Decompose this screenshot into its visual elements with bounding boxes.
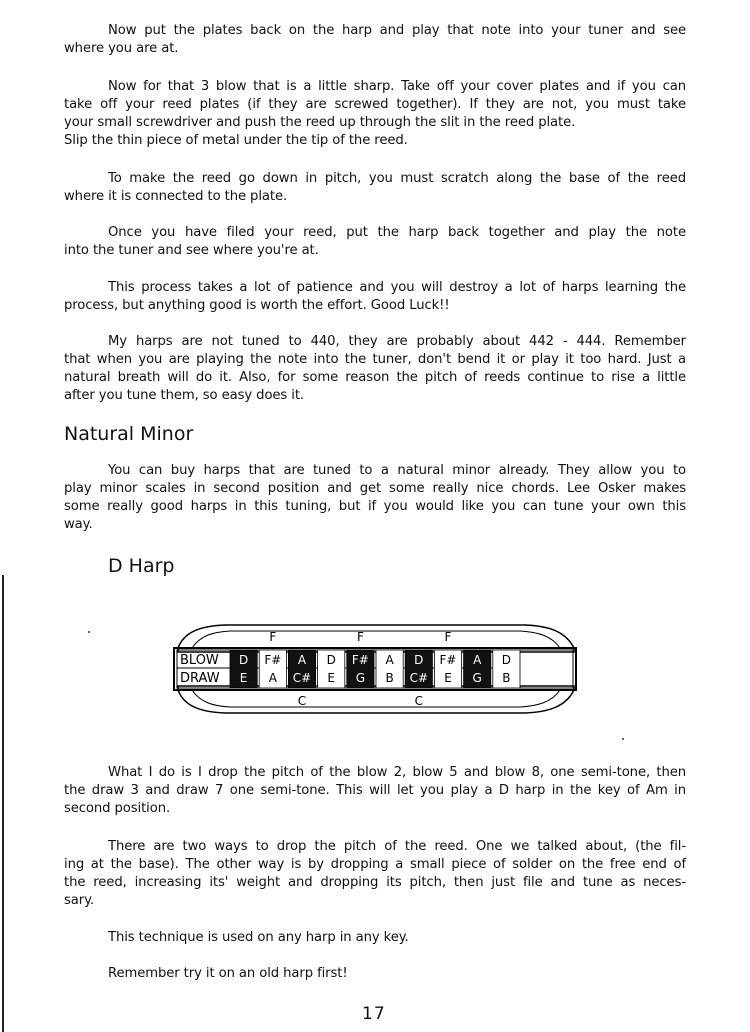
text-line: into the tuner and see where you're at.	[64, 243, 319, 258]
text-line: where you are at.	[64, 41, 179, 56]
text-line: This technique is used on any harp in any key.	[108, 930, 409, 945]
draw-note: E	[444, 671, 452, 685]
paragraph-drop-pitch	[64, 764, 686, 818]
paragraph-any-key	[64, 929, 686, 947]
draw-note: C#	[409, 671, 429, 685]
paragraph-natural-minor	[64, 462, 686, 534]
text-line: What I do is I drop the pitch of the blow 2, blow 5 and blow 8, one semi-tone, then	[108, 765, 686, 780]
paragraph-tuning-440	[64, 333, 686, 405]
blow-note: D	[501, 653, 512, 667]
text-line: To make the reed go down in pitch, you must scratch along the base of the reed	[108, 171, 686, 186]
text-line: My harps are not tuned to 440, they are probably about 442 - 444. Remember	[108, 334, 686, 349]
blow-note: F#	[264, 653, 282, 667]
paragraph-lower-pitch	[64, 170, 686, 206]
retuned-blow-mark: F	[269, 630, 277, 644]
draw-note: G	[355, 671, 366, 685]
text-line: the draw 3 and draw 7 one semi-tone. This will let you play a D harp in the key of Am in	[64, 783, 686, 798]
text-line: Slip the thin piece of metal under the tip of the reed.	[64, 133, 408, 148]
page-number: 17	[362, 1004, 386, 1024]
blow-note: D	[414, 653, 424, 667]
draw-note: E	[327, 671, 335, 685]
paragraph-two-ways	[64, 838, 686, 910]
text-line: ing at the base). The other way is by dropping a small piece of solder on the free end of	[64, 857, 686, 872]
paragraph-filed-reed	[64, 224, 686, 260]
speck	[622, 738, 624, 740]
draw-note: G	[472, 671, 482, 685]
paragraph-patience	[64, 279, 686, 315]
retuned-blow-mark: F	[444, 630, 452, 644]
retuned-draw-mark: C	[414, 694, 423, 708]
row-label-draw: DRAW	[180, 671, 220, 686]
text-line: process, but anything good is worth the effort. Good Luck!!	[64, 298, 450, 313]
heading-d-harp: D Harp	[108, 555, 175, 577]
text-line: where it is connected to the plate.	[64, 189, 288, 204]
draw-note: B	[502, 671, 511, 685]
speck	[88, 631, 90, 633]
text-line: after you tune them, so easy does it.	[64, 388, 305, 403]
blow-note: D	[238, 653, 249, 667]
text-line: This process takes a lot of patience and you will destroy a lot of harps learning the	[108, 280, 686, 295]
text-line: your small screwdriver and push the reed up through the slit in the reed plate.	[64, 115, 576, 130]
text-line: There are two ways to drop the pitch of the reed. One we talked about, (the fil-	[108, 839, 686, 854]
blow-note: A	[473, 653, 482, 667]
blow-note: F#	[439, 653, 457, 667]
draw-note: E	[239, 671, 248, 685]
paragraph-old-harp	[64, 965, 686, 983]
text-line: You can buy harps that are tuned to a natural minor already. They allow you to	[108, 463, 686, 478]
harmonica-diagram	[170, 618, 580, 718]
text-line: Remember try it on an old harp first!	[108, 966, 348, 981]
blow-note: D	[326, 653, 336, 667]
text-line: natural breath will do it. Also, for some reason the pitch of reeds continue to rise a little	[64, 370, 686, 385]
paragraph-sharp-reed	[64, 78, 686, 150]
text-line: sary.	[64, 893, 94, 908]
text-line: Once you have filed your reed, put the harp back together and play the note	[108, 225, 686, 240]
paragraph-tuner-check	[64, 22, 686, 58]
text-line: play minor scales in second position and get some really nice chords. Lee Osker makes	[64, 481, 686, 496]
row-label-blow: BLOW	[180, 653, 219, 668]
draw-note: B	[385, 671, 394, 685]
text-line: way.	[64, 517, 93, 532]
text-line: take off your reed plates (if they are screwed together). If they are not, you must take	[64, 97, 686, 112]
blow-note: A	[297, 653, 307, 667]
text-line: Now put the plates back on the harp and play that note into your tuner and see	[108, 23, 686, 38]
page-edge-rule	[2, 575, 4, 1032]
retuned-blow-mark: F	[356, 630, 364, 644]
blow-note: F#	[351, 653, 369, 667]
blow-note: A	[385, 653, 394, 667]
heading-natural-minor: Natural Minor	[64, 423, 194, 445]
text-line: second position.	[64, 801, 171, 816]
text-line: that when you are playing the note into the tuner, don't bend it or play it too hard. Just a	[64, 352, 686, 367]
text-line: some really good harps in this tuning, but if you would like you can tune your own this	[64, 499, 686, 514]
retuned-draw-mark: C	[297, 694, 307, 708]
text-line: the reed, increasing its' weight and dropping its pitch, then just file and tune as neces-	[64, 875, 686, 890]
draw-note: A	[268, 671, 277, 685]
draw-note: C#	[292, 671, 312, 685]
text-line: Now for that 3 blow that is a little sharp. Take off your cover plates and if you can	[108, 79, 686, 94]
